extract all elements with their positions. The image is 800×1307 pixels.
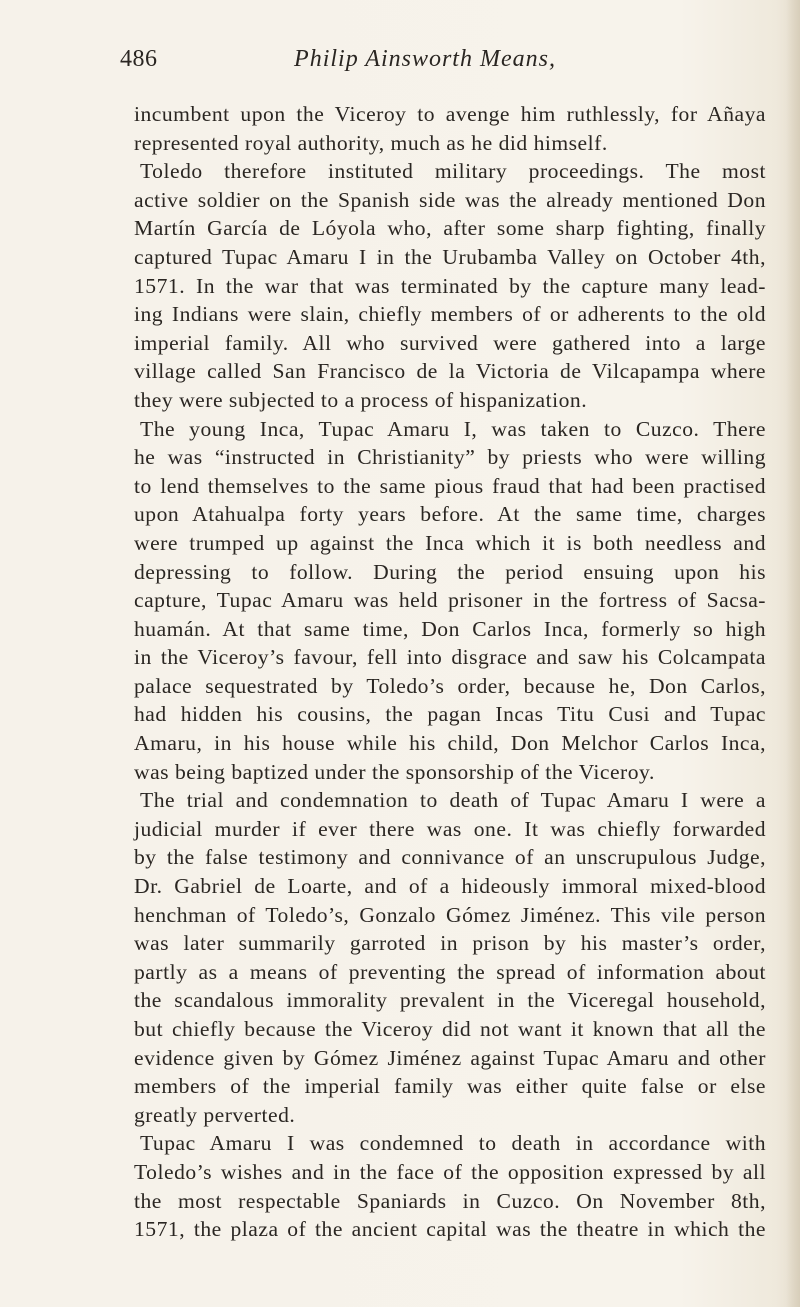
text-line: had hidden his cousins, the pagan Incas Titu Cusi and Tupac [134,702,766,727]
text-line: palace sequestrated by Toledo’s order, because he, Don Carlos, [134,673,766,698]
text-line: Toledo therefore instituted military proceedings. The most [140,159,766,184]
text-line: evidence given by Gómez Jiménez against Tupac Amaru and other [134,1045,766,1070]
text-line: incumbent upon the Viceroy to avenge him ruthlessly, for Añaya [134,102,766,126]
text-line: was later summarily garroted in prison by his master’s order, [134,931,766,956]
text-line: upon Atahualpa forty years before. At the same time, charges [134,502,766,527]
text-line: active soldier on the Spanish side was the already mentioned Don [134,187,766,212]
page-header [100,46,750,86]
text-line: capture, Tupac Amaru was held prisoner in the fortress of Sacsa- [134,588,766,613]
text-line: members of the imperial family was either quite false or else [134,1074,766,1099]
body-text [134,100,766,1244]
text-line: ing Indians were slain, chiefly members of or adherents to the old [134,302,766,327]
text-line: village called San Francisco de la Victoria de Vilcapampa where [134,359,766,384]
text-line: by the false testimony and connivance of an unscrupulous Judge, [134,845,766,870]
text-line: 1571. In the war that was terminated by the capture many lead- [134,273,766,298]
page-number: 486 [120,46,158,72]
text-line: but chiefly because the Viceroy did not want it known that all the [134,1017,766,1041]
running-head: Philip Ainsworth Means, [294,46,556,72]
text-line: to lend themselves to the same pious fraud that had been practised [134,473,766,498]
page-edge-shadow [786,0,800,1307]
text-line: greatly perverted. [134,1102,296,1127]
text-line: imperial family. All who survived were gathered into a large [134,330,766,355]
text-line: the scandalous immorality prevalent in the Viceregal household, [134,988,766,1013]
text-line: was being baptized under the sponsorship of the Viceroy. [134,759,655,784]
text-line: partly as a means of preventing the spread of information about [134,959,766,984]
text-line: The trial and condemnation to death of Tupac Amaru I were a [140,788,766,813]
text-line: were trumped up against the Inca which it is both needless and [134,530,766,555]
text-line: he was “instructed in Christianity” by priests who were willing [134,445,766,470]
text-line: Amaru, in his house while his child, Don Melchor Carlos Inca, [134,731,766,756]
text-line: 1571, the plaza of the ancient capital was the theatre in which the [134,1217,766,1242]
text-line: the most respectable Spaniards in Cuzco. On November 8th, [134,1188,766,1213]
text-line: Dr. Gabriel de Loarte, and of a hideously immoral mixed-blood [134,874,766,899]
text-line: captured Tupac Amaru I in the Urubamba Valley on October 4th, [134,244,766,269]
text-line: they were subjected to a process of hispanization. [134,387,588,412]
text-line: Martín García de Lóyola who, after some sharp fighting, finally [134,216,766,241]
text-line: depressing to follow. During the period ensuing upon his [134,559,766,584]
text-line: represented royal authority, much as he did himself. [134,130,608,155]
text-line: in the Viceroy’s favour, fell into disgrace and saw his Colcampata [134,645,766,670]
text-line: Toledo’s wishes and in the face of the opposition expressed by all [134,1159,766,1184]
text-line: judicial murder if ever there was one. It was chiefly forwarded [134,816,766,841]
text-line: henchman of Toledo’s, Gonzalo Gómez Jiménez. This vile person [134,902,766,927]
text-line: huamán. At that same time, Don Carlos Inca, formerly so high [134,616,766,641]
text-line: Tupac Amaru I was condemned to death in accordance with [140,1131,766,1156]
text-line: The young Inca, Tupac Amaru I, was taken to Cuzco. There [140,416,766,441]
